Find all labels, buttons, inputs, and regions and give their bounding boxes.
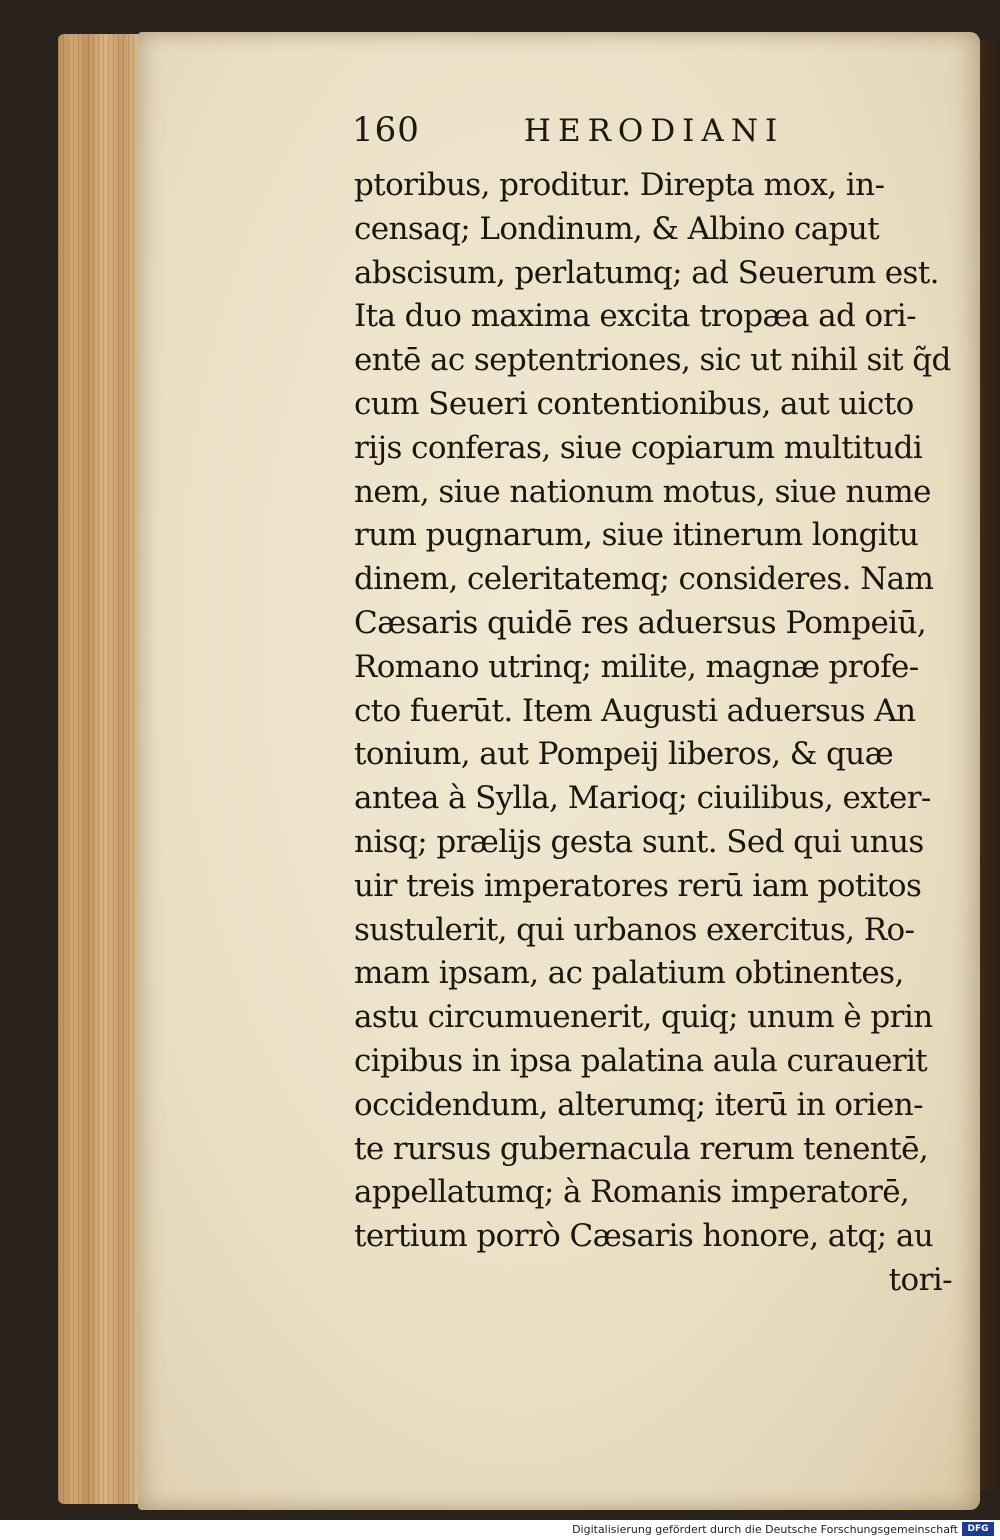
text-line: tonium, aut Pompeij liberos, & quæ: [354, 736, 894, 773]
text-line: rijs conferas, siue copiarum multitudi: [354, 429, 923, 466]
text-line: appellatumq; à Romanis imperatorē,: [354, 1174, 910, 1211]
text-line: Cæsaris quidē res aduersus Pompeiū,: [354, 604, 927, 641]
page-number: 160: [352, 110, 420, 150]
text-line: ptoribus, proditur. Direpta mox, in-: [354, 167, 885, 203]
text-line: abscisum, perlatumq; ad Seuerum est.: [354, 254, 939, 291]
text-line: rum pugnarum, siue itinerum longitu: [354, 517, 919, 554]
text-line: te rursus gubernacula rerum tenentē,: [354, 1130, 929, 1167]
catchword: tori-: [888, 1261, 952, 1298]
text-line: censaq; Londinum, & Albino caput: [354, 210, 880, 247]
text-line: cipibus in ipsa palatina aula curauerit: [354, 1042, 928, 1079]
text-line: dinem, celeritatemq; consideres. Nam: [354, 561, 934, 598]
text-line: mam ipsam, ac palatium obtinentes,: [354, 955, 904, 992]
text-line: cum Seueri contentionibus, aut uicto: [354, 385, 914, 422]
running-head: HERODIANI: [523, 113, 785, 149]
text-line: occidendum, alterumq; iterū in orien-: [354, 1086, 923, 1123]
text-line: uir treis imperatores rerū iam potitos: [354, 867, 922, 904]
text-line: tertium porrò Cæsaris honore, atq; au: [354, 1218, 934, 1255]
dfg-logo: DFG: [962, 1522, 994, 1536]
text-line: sustulerit, qui urbanos exercitus, Ro-: [354, 911, 915, 948]
page-header: [352, 110, 852, 150]
text-line: nem, siue nationum motus, siue nume: [354, 473, 931, 510]
text-line: entē ac septentriones, sic ut nihil sit q̃d: [354, 342, 951, 379]
page-edges: [58, 34, 144, 1504]
text-line: nisq; prælijs gesta sunt. Sed qui unus: [354, 823, 924, 860]
text-line: cto fuerūt. Item Augusti aduersus An: [354, 692, 916, 729]
footer-credit: Digitalisierung gefördert durch die Deutsche Forschungsgemeinschaft: [572, 1523, 958, 1536]
text-line: Romano utrinq; milite, magnæ profe-: [354, 648, 919, 685]
body-text: [354, 164, 966, 1303]
text-line: Ita duo maxima excita tropæa ad ori-: [354, 298, 916, 335]
text-line: antea à Sylla, Marioq; ciuilibus, exter-: [354, 780, 931, 817]
text-line: astu circumuenerit, quiq; unum è prin: [354, 999, 933, 1036]
